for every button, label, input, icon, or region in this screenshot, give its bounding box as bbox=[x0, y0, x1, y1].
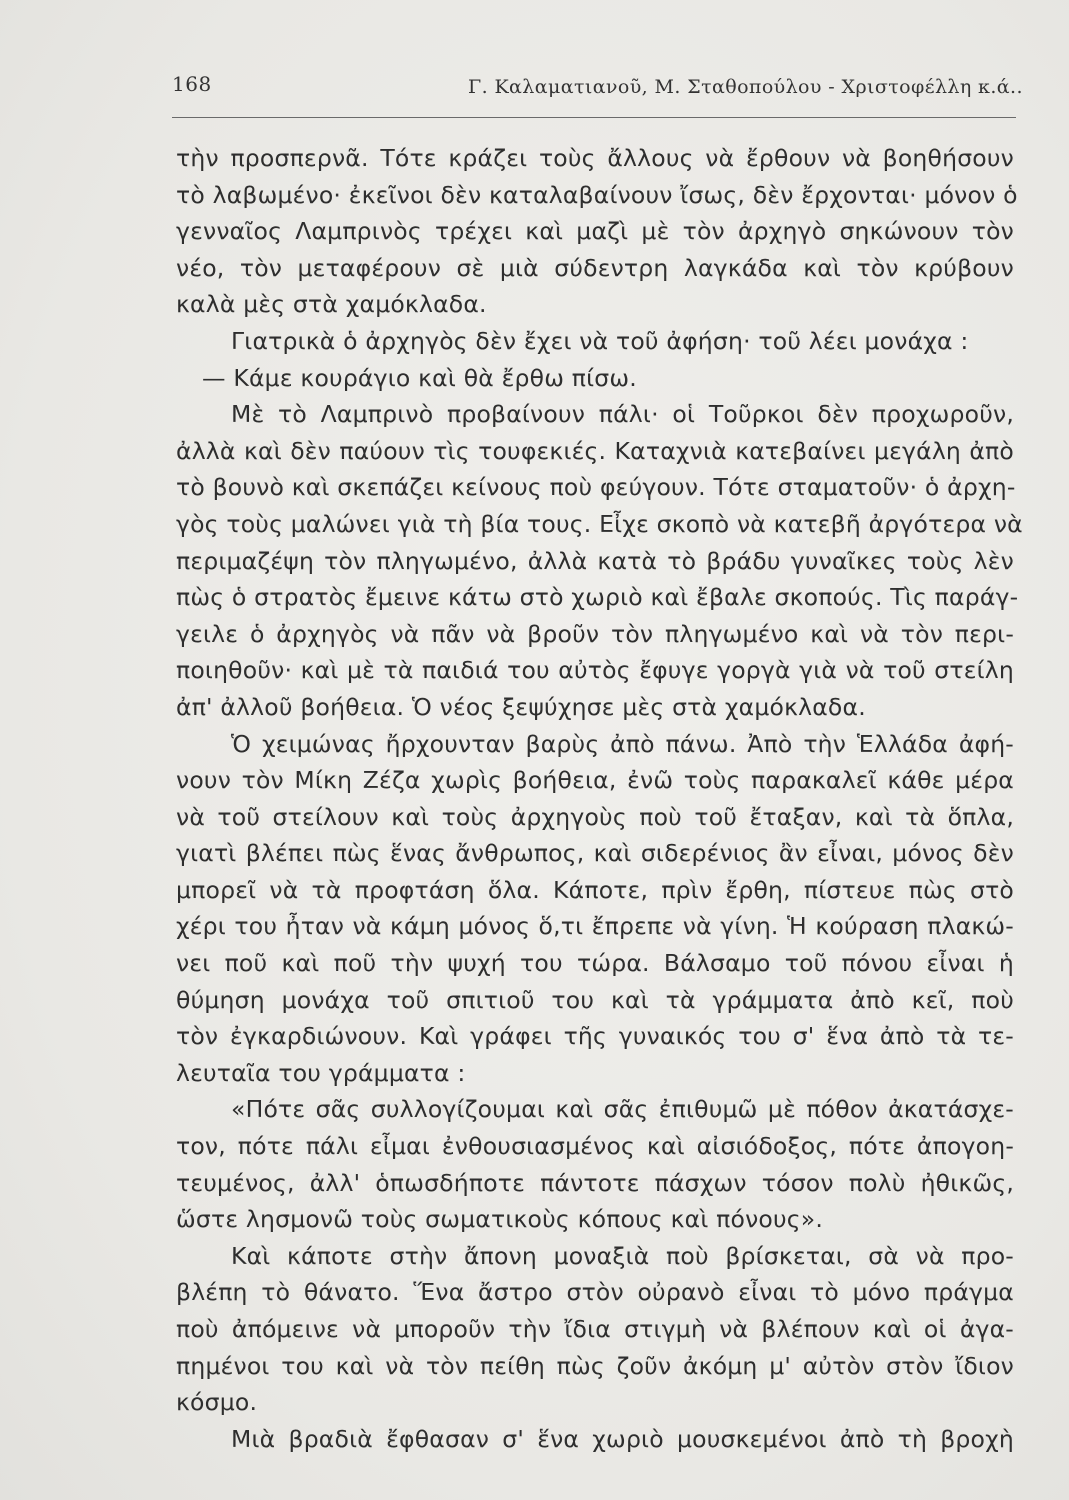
text-line: νει ποῦ καὶ ποῦ τὴν ψυχή του τώρα. Βάλσαμο τοῦ πόνου εἶναι ἡ bbox=[176, 949, 1014, 978]
text-line: Γιατρικὰ ὁ ἀρχηγὸς δὲν ἔχει νὰ τοῦ ἀφήση· τοῦ λέει μονάχα : bbox=[231, 326, 969, 355]
text-line: Καὶ κάποτε στὴν ἄπονη μοναξιὰ ποὺ βρίσκεται, σὰ νὰ προ- bbox=[231, 1241, 1014, 1270]
text-line: κόσμο. bbox=[176, 1388, 258, 1417]
text-line: γιατὶ βλέπει πὼς ἕνας ἄνθρωπος, καὶ σιδερένιος ἂν εἶναι, μόνος δὲν bbox=[176, 839, 1014, 868]
text-line: τὸν ἐγκαρδιώνουν. Καὶ γράφει τῆς γυναικός του σ' ἕνα ἀπὸ τὰ τε- bbox=[176, 1022, 1014, 1051]
quote-line: ὥστε λησμονῶ τοὺς σωματικοὺς κόπους καὶ πόνους». bbox=[176, 1205, 824, 1234]
body-text bbox=[176, 140, 1023, 1457]
text-line: Μιὰ βραδιὰ ἔφθασαν σ' ἕνα χωριὸ μουσκεμένοι ἀπὸ τὴ βροχὴ bbox=[231, 1424, 1014, 1453]
text-line: τὴν προσπερνᾶ. Τότε κράζει τοὺς ἄλλους νὰ ἔρθουν νὰ βοηθήσουν bbox=[176, 144, 1014, 172]
text-line: γὸς τοὺς μαλώνει γιὰ τὴ βία τους. Εἶχε σκοπὸ νὰ κατεβῆ ἀργότερα νὰ bbox=[176, 509, 1023, 538]
text-line: τὸ λαβωμένο· ἐκεῖνοι δὲν καταλαβαίνουν ἴσως, δὲν ἔρχονται· μόνον ὁ bbox=[176, 180, 1018, 209]
text-line: μπορεῖ νὰ τὰ προφτάση ὅλα. Κάποτε, πρὶν ἔρθη, πίστευε πὼς στὸ bbox=[176, 875, 1014, 904]
quote-line: τον, πότε πάλι εἶμαι ἐνθουσιασμένος καὶ αἰσιόδοξος, πότε ἀπογοη- bbox=[176, 1132, 1014, 1161]
text-line: θύμηση μονάχα τοῦ σπιτιοῦ του καὶ τὰ γράμματα ἀπὸ κεῖ, ποὺ bbox=[176, 985, 1014, 1014]
text-line: ἀλλὰ καὶ δὲν παύουν τὶς τουφεκιές. Καταχνιὰ κατεβαίνει μεγάλη ἀπὸ bbox=[176, 436, 1014, 465]
text-line: καλὰ μὲς στὰ χαμόκλαδα. bbox=[176, 290, 487, 319]
dialogue-line: — Κάμε κουράγιο καὶ θὰ ἔρθω πίσω. bbox=[202, 363, 637, 392]
text-line: νὰ τοῦ στείλουν καὶ τοὺς ἀρχηγοὺς ποὺ τοῦ ἔταξαν, καὶ τὰ ὅπλα, bbox=[176, 802, 1014, 831]
text-line: Μὲ τὸ Λαμπρινὸ προβαίνουν πάλι· οἱ Τοῦρκοι δὲν προχωροῦν, bbox=[231, 400, 1014, 429]
text-line: γειλε ὁ ἀρχηγὸς νὰ πᾶν νὰ βροῦν τὸν πληγωμένο καὶ νὰ τὸν περι- bbox=[176, 619, 1014, 648]
text-line: πὼς ὁ στρατὸς ἔμεινε κάτω στὸ χωριὸ καὶ ἔβαλε σκοπούς. Τὶς παράγ- bbox=[176, 583, 1019, 612]
text-line: τὸ βουνὸ καὶ σκεπάζει κείνους ποὺ φεύγουν. Τότε σταματοῦν· ὁ ἀρχη- bbox=[176, 473, 1016, 502]
text-line: νουν τὸν Μίκη Ζέζα χωρὶς βοήθεια, ἐνῶ τοὺς παρακαλεῖ κάθε μέρα bbox=[176, 766, 1014, 795]
text-line: περιμαζέψη τὸν πληγωμένο, ἀλλὰ κατὰ τὸ βράδυ γυναῖκες τοὺς λὲν bbox=[176, 546, 1014, 575]
text-line: βλέπη τὸ θάνατο. Ἕνα ἄστρο στὸν οὐρανὸ εἶναι τὸ μόνο πράγμα bbox=[176, 1278, 1014, 1307]
text-line: ποὺ ἀπόμεινε νὰ μποροῦν τὴν ἴδια στιγμὴ νὰ βλέπουν καὶ οἱ ἀγα- bbox=[176, 1315, 1014, 1343]
text-line: χέρι του ἦταν νὰ κάμη μόνος ὅ,τι ἔπρεπε νὰ γίνη. Ἡ κούραση πλακώ- bbox=[176, 912, 1014, 941]
quote-line: «Πότε σᾶς συλλογίζουμαι καὶ σᾶς ἐπιθυμῶ μὲ πόθον ἀκατάσχε- bbox=[231, 1095, 1014, 1124]
text-line: πημένοι του καὶ νὰ τὸν πείθη πὼς ζοῦν ἀκόμη μ' αὐτὸν στὸν ἴδιον bbox=[176, 1351, 1014, 1380]
text-line: νέο, τὸν μεταφέρουν σὲ μιὰ σύδεντρη λαγκάδα καὶ τὸν κρύβουν bbox=[176, 253, 1014, 282]
quote-line: τευμένος, ἀλλ' ὁπωσδήποτε πάντοτε πάσχων τόσον πολὺ ἠθικῶς, bbox=[176, 1168, 1014, 1197]
header-rule bbox=[172, 117, 1016, 118]
text-line: ποιηθοῦν· καὶ μὲ τὰ παιδιά του αὐτὸς ἔφυγε γοργὰ γιὰ νὰ τοῦ στείλη bbox=[176, 656, 1014, 685]
text-line: Ὁ χειμώνας ἤρχουνταν βαρὺς ἀπὸ πάνω. Ἀπὸ τὴν Ἑλλάδα ἀφή- bbox=[231, 729, 1014, 758]
page-number: 168 bbox=[172, 72, 212, 96]
text-line: ἀπ' ἀλλοῦ βοήθεια. Ὁ νέος ξεψύχησε μὲς στὰ χαμόκλαδα. bbox=[176, 692, 866, 721]
page-header bbox=[172, 72, 1023, 106]
running-head: Γ. Καλαματιανοῦ, Μ. Σταθοπούλου - Χριστοφέλλη κ.ά.. bbox=[468, 76, 1023, 98]
text-line: γενναῖος Λαμπρινὸς τρέχει καὶ μαζὶ μὲ τὸν ἀρχηγὸ σηκώνουν τὸν bbox=[176, 217, 1014, 246]
text-line: λευταῖα του γράμματα : bbox=[176, 1058, 466, 1087]
